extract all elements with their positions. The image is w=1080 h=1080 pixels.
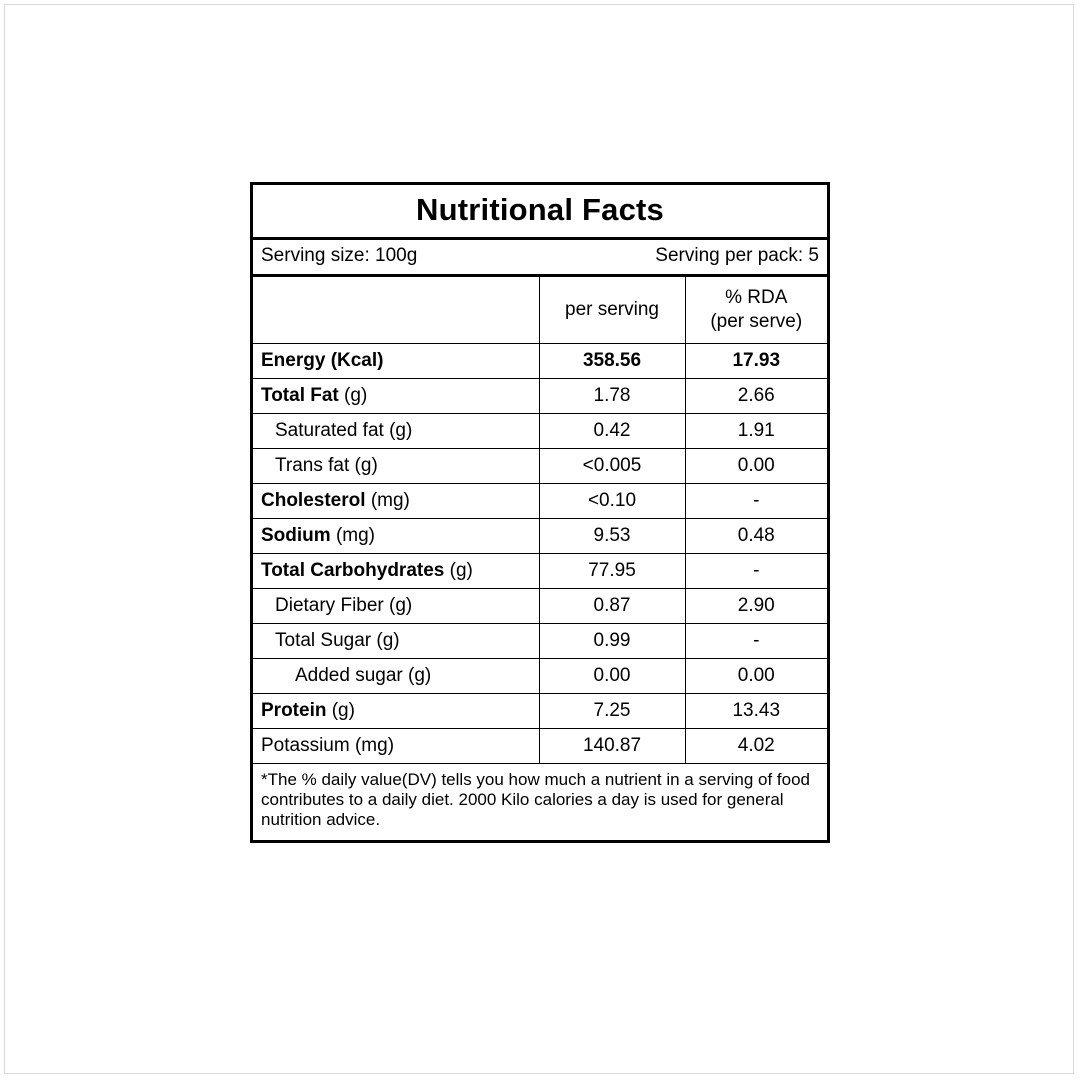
table-row	[253, 483, 827, 518]
row-value-total-carbohydrates-per-serving: 77.95	[539, 553, 685, 588]
header-rda-line2: (per serve)	[710, 310, 803, 332]
row-value-dietary-fiber-per-serving: 0.87	[539, 588, 685, 623]
table-row	[253, 448, 827, 483]
table-row	[253, 623, 827, 658]
row-value-protein-rda: 13.43	[685, 693, 827, 728]
row-label-total-fat: Total Fat (g)	[253, 378, 539, 413]
table-row	[253, 728, 827, 763]
nutrition-table	[253, 277, 827, 764]
daily-value-footnote: *The % daily value(DV) tells you how much a nutrient in a serving of food contributes to a daily diet. 2000 Kilo calories a day is used for general nutrition advice.	[261, 769, 810, 829]
table-row	[253, 413, 827, 448]
row-value-potassium-per-serving: 140.87	[539, 728, 685, 763]
row-value-saturated-fat-per-serving: 0.42	[539, 413, 685, 448]
serving-size: Serving size: 100g	[261, 245, 418, 267]
row-value-saturated-fat-rda: 1.91	[685, 413, 827, 448]
row-label-sodium: Sodium (mg)	[253, 518, 539, 553]
row-value-sodium-per-serving: 9.53	[539, 518, 685, 553]
row-label-cholesterol: Cholesterol (mg)	[253, 483, 539, 518]
table-row	[253, 343, 827, 378]
row-value-dietary-fiber-rda: 2.90	[685, 588, 827, 623]
row-value-total-fat-per-serving: 1.78	[539, 378, 685, 413]
row-value-protein-per-serving: 7.25	[539, 693, 685, 728]
row-label-trans-fat: Trans fat (g)	[253, 448, 539, 483]
row-value-potassium-rda: 4.02	[685, 728, 827, 763]
row-label-added-sugar: Added sugar (g)	[253, 658, 539, 693]
table-header-row	[253, 277, 827, 343]
row-value-cholesterol-per-serving: <0.10	[539, 483, 685, 518]
row-label-potassium: Potassium (mg)	[253, 728, 539, 763]
serving-info-row	[253, 237, 827, 277]
row-value-trans-fat-rda: 0.00	[685, 448, 827, 483]
row-value-added-sugar-per-serving: 0.00	[539, 658, 685, 693]
nutrition-facts-panel	[250, 182, 830, 843]
row-value-total-carbohydrates-rda: -	[685, 553, 827, 588]
table-row	[253, 658, 827, 693]
row-value-trans-fat-per-serving: <0.005	[539, 448, 685, 483]
row-label-saturated-fat: Saturated fat (g)	[253, 413, 539, 448]
row-value-energy-per-serving: 358.56	[539, 343, 685, 378]
row-label-dietary-fiber: Dietary Fiber (g)	[253, 588, 539, 623]
table-row	[253, 693, 827, 728]
row-value-added-sugar-rda: 0.00	[685, 658, 827, 693]
row-value-sodium-rda: 0.48	[685, 518, 827, 553]
table-row	[253, 588, 827, 623]
row-value-total-fat-rda: 2.66	[685, 378, 827, 413]
row-value-total-sugar-rda: -	[685, 623, 827, 658]
header-rda	[685, 277, 827, 343]
header-rda-line1: % RDA	[725, 287, 788, 309]
table-row	[253, 553, 827, 588]
row-label-protein: Protein (g)	[253, 693, 539, 728]
row-label-total-carbohydrates: Total Carbohydrates (g)	[253, 553, 539, 588]
row-value-energy-rda: 17.93	[685, 343, 827, 378]
row-label-energy: Energy (Kcal)	[253, 343, 539, 378]
header-per-serving: per serving	[539, 277, 685, 343]
row-value-cholesterol-rda: -	[685, 483, 827, 518]
panel-title: Nutritional Facts	[416, 192, 664, 227]
servings-per-pack: Serving per pack: 5	[655, 245, 819, 267]
table-row	[253, 518, 827, 553]
header-blank	[253, 277, 539, 343]
row-label-total-sugar: Total Sugar (g)	[253, 623, 539, 658]
row-value-total-sugar-per-serving: 0.99	[539, 623, 685, 658]
table-row	[253, 378, 827, 413]
